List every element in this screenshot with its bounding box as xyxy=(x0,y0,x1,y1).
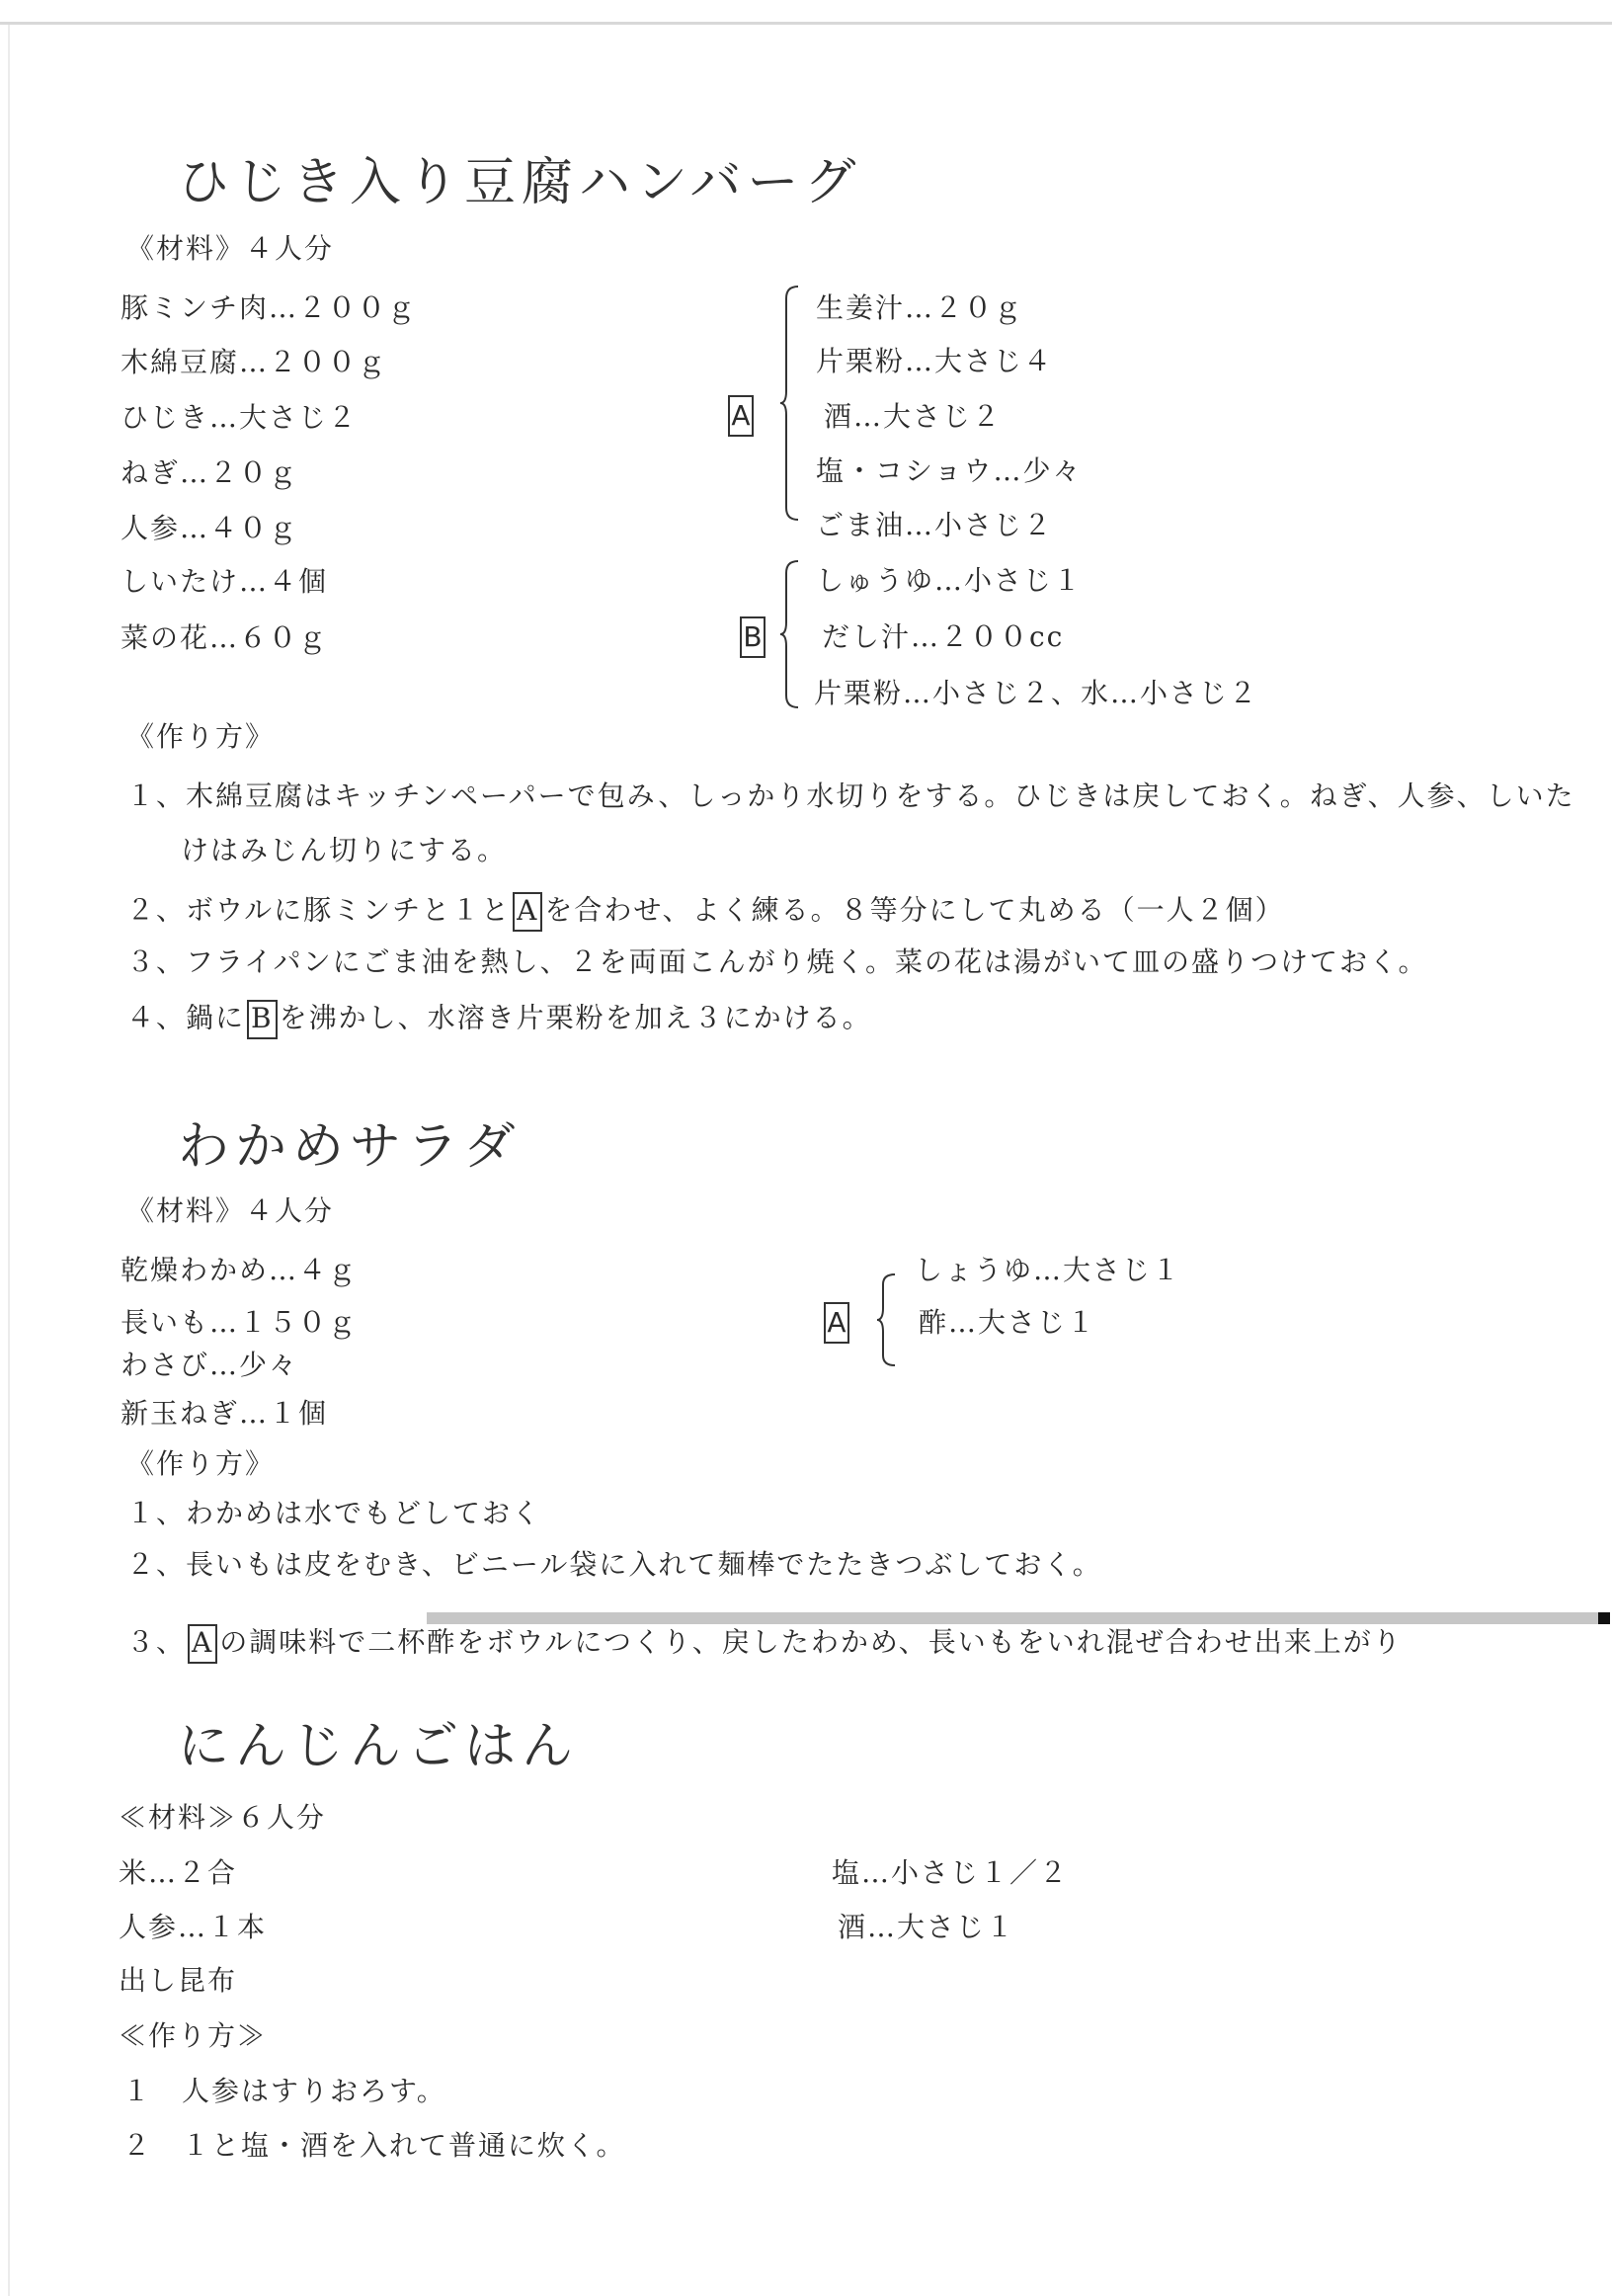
salad-ingredient: 新玉ねぎ…１個 xyxy=(121,1397,329,1430)
group-b-item: だし汁…２００cc xyxy=(822,620,1065,653)
rice-ingredient: 出し昆布 xyxy=(119,1964,238,1997)
scan-artifact-mark xyxy=(1598,1612,1610,1624)
group-a-item: ごま油…小さじ２ xyxy=(816,509,1054,541)
rice-servings: ≪材料≫６人分 xyxy=(119,1801,327,1834)
hamburg-ingredient: 人参…４０ｇ xyxy=(121,512,299,544)
salad-group-a-tag: A xyxy=(824,1302,849,1344)
hamburg-ingredient: しいたけ…４個 xyxy=(121,565,329,598)
group-b-item: しゅうゆ…小さじ１ xyxy=(816,564,1084,597)
hamburg-title: ひじき入り豆腐ハンバーグ xyxy=(178,153,862,212)
hamburg-method-heading: 《作り方》 xyxy=(126,720,276,753)
hamburg-servings: 《材料》４人分 xyxy=(126,232,335,265)
inline-b-tag: B xyxy=(247,1000,278,1039)
rice-method-heading: ≪作り方≫ xyxy=(119,2019,268,2052)
hamburg-step-1-cont: けはみじん切りにする。 xyxy=(181,834,508,866)
group-a-brace xyxy=(780,285,810,522)
scan-edge-left xyxy=(8,25,10,2296)
salad-title: わかめサラダ xyxy=(178,1117,522,1177)
hamburg-ingredient: 菜の花…６０ｇ xyxy=(121,621,329,654)
scan-edge-top xyxy=(0,22,1612,25)
group-a-item: 酒…大さじ２ xyxy=(824,400,1003,433)
rice-step-2: ２ １と塩・酒を入れて普通に炊く。 xyxy=(122,2129,626,2162)
hamburg-step-3: ３、フライパンにごま油を熱し、２を両面こんがり焼く。菜の花は湯がいて皿の盛りつけておく。 xyxy=(126,945,1428,978)
salad-servings: 《材料》４人分 xyxy=(126,1194,335,1227)
hamburg-step-2: ２、ボウルに豚ミンチと１と A を合わせ、よく練る。８等分にして丸める（一人２個） xyxy=(126,892,1285,932)
group-b-tag: B xyxy=(740,616,766,658)
salad-group-a-item: しょうゆ…大さじ１ xyxy=(915,1254,1182,1286)
scan-artifact-bar xyxy=(427,1612,1598,1624)
rice-ingredient: 人参…１本 xyxy=(119,1911,268,1943)
group-a-item: 生姜汁…２０ｇ xyxy=(816,291,1024,324)
hamburg-step-1: １、木綿豆腐はキッチンペーパーで包み、しっかり水切りをする。ひじきは戻しておく。ねぎ、人参、しいた xyxy=(126,779,1575,812)
rice-seasoning: 酒…大さじ１ xyxy=(838,1911,1016,1943)
rice-step-1: １ 人参はすりおろす。 xyxy=(122,2075,446,2107)
hamburg-step-4: ４、鍋に B を沸かし、水溶き片栗粉を加え３にかける。 xyxy=(126,1000,872,1039)
salad-method-heading: 《作り方》 xyxy=(126,1447,276,1480)
rice-ingredient: 米…２合 xyxy=(119,1856,238,1889)
salad-group-a-item: 酢…大さじ１ xyxy=(919,1306,1097,1339)
group-b-item: 片栗粉…小さじ２、水…小さじ２ xyxy=(814,677,1259,709)
salad-ingredient: 乾燥わかめ…４ｇ xyxy=(121,1254,359,1286)
hamburg-ingredient: ひじき…大さじ２ xyxy=(121,401,359,434)
salad-ingredient: わさび…少々 xyxy=(121,1349,299,1381)
hamburg-ingredient: 豚ミンチ肉…２００ｇ xyxy=(121,291,418,324)
rice-title: にんじんごはん xyxy=(178,1717,580,1776)
salad-step-1: １、わかめは水でもどしておく xyxy=(126,1497,542,1529)
inline-a-tag: A xyxy=(188,1624,217,1664)
hamburg-ingredient: 木綿豆腐…２００ｇ xyxy=(121,346,388,378)
salad-step-3: ３、 A の調味料で二杯酢をボウルにつくり、戻したわかめ、長いもをいれ混ぜ合わせ出来上がり xyxy=(126,1624,1403,1664)
salad-group-a-brace xyxy=(869,1272,899,1367)
hamburg-ingredient: ねぎ…２０ｇ xyxy=(121,456,299,489)
group-b-brace xyxy=(780,559,810,709)
salad-step-2: ２、長いもは皮をむき、ビニール袋に入れて麺棒でたたきつぶしておく。 xyxy=(126,1548,1102,1581)
rice-seasoning: 塩…小さじ１／２ xyxy=(832,1856,1070,1889)
group-a-tag: A xyxy=(728,395,754,437)
group-a-item: 片栗粉…大さじ４ xyxy=(816,345,1054,377)
group-a-item: 塩・コショウ…少々 xyxy=(816,454,1083,487)
inline-a-tag: A xyxy=(513,892,542,932)
salad-ingredient: 長いも…１５０ｇ xyxy=(121,1306,359,1339)
